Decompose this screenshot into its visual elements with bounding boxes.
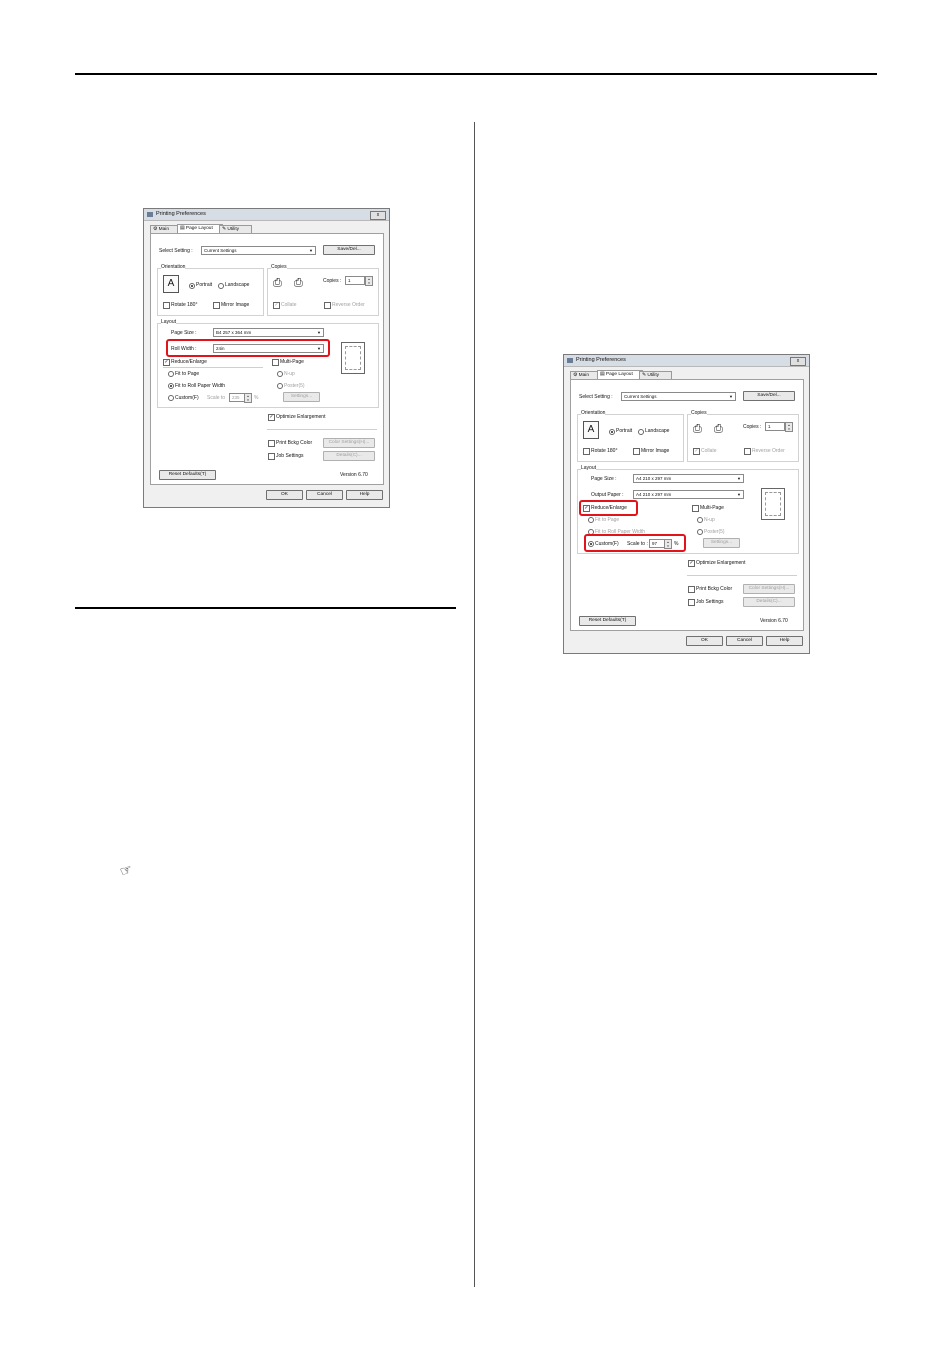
print-bkg-checkbox[interactable]: [688, 586, 695, 593]
optimize-enlargement-checkbox[interactable]: ✓: [689, 560, 694, 566]
section-rule: [75, 607, 456, 609]
fit-to-roll-radio[interactable]: [168, 383, 174, 389]
chevron-down-icon: ▼: [729, 394, 733, 399]
page-size-combo[interactable]: [213, 328, 324, 337]
landscape-radio[interactable]: [638, 429, 644, 435]
reduce-enlarge-checkbox[interactable]: ✓: [584, 505, 589, 511]
reset-defaults-button[interactable]: Reset Defaults(T): [579, 616, 636, 626]
save-del-button[interactable]: Save/Del...: [743, 391, 795, 401]
optimize-separator: [267, 429, 377, 430]
orientation-label: Orientation: [161, 264, 186, 270]
collate-label: Collate: [701, 448, 717, 454]
paper-preview-icon: [761, 488, 785, 520]
reset-defaults-button[interactable]: Reset Defaults(T): [159, 470, 216, 480]
custom-scale-highlight: [584, 534, 686, 552]
mirror-checkbox[interactable]: [213, 302, 220, 309]
portrait-radio[interactable]: [189, 283, 195, 289]
page-layout-panel: [150, 233, 384, 485]
select-setting-label: Select Setting :: [159, 248, 193, 254]
poster-radio[interactable]: [697, 529, 703, 535]
fit-to-page-radio[interactable]: [588, 517, 594, 523]
multi-page-checkbox[interactable]: [692, 505, 699, 512]
job-settings-label: Job Settings: [696, 599, 724, 605]
save-del-button[interactable]: Save/Del...: [323, 245, 375, 255]
settings-button[interactable]: Settings...: [283, 392, 320, 402]
pointing-hand-icon: ☞: [117, 860, 135, 880]
chevron-down-icon: ▼: [317, 330, 321, 335]
collate-printer-icon: ⎙: [693, 423, 702, 435]
fit-to-page-radio[interactable]: [168, 371, 174, 377]
tab-utility-label: Utility: [227, 227, 240, 232]
copies-spinner[interactable]: ▴ ▾: [785, 422, 793, 432]
poster-label: Poster(5): [284, 383, 305, 389]
tab-page-layout[interactable]: ▤ Page Layout: [597, 370, 643, 379]
scale-spinner[interactable]: ▴ ▾: [244, 393, 252, 403]
tab-main[interactable]: ⚙ Main: [150, 225, 181, 233]
tab-utility-label: Utility: [647, 373, 660, 378]
collate-printer-icon-2: ⎙: [294, 277, 303, 289]
tab-page-layout-label: Page Layout: [605, 372, 633, 377]
reverse-order-checkbox[interactable]: [744, 448, 751, 455]
printer-icon: [147, 212, 153, 217]
optimize-separator: [687, 575, 797, 576]
reduce-enlarge-checkbox[interactable]: ✓: [164, 359, 169, 365]
portrait-orientation-icon: A: [583, 421, 599, 439]
output-paper-combo[interactable]: [633, 490, 744, 499]
page-size-combo[interactable]: [633, 474, 744, 483]
fit-to-roll-label: Fit to Roll Paper Width: [175, 383, 226, 389]
paper-preview-icon: [341, 342, 365, 374]
scale-to-label: Scale to: [207, 395, 226, 401]
page-size-label: Page Size :: [591, 476, 617, 482]
collate-checkbox[interactable]: ✓: [694, 448, 699, 454]
help-button[interactable]: Help: [766, 636, 803, 646]
tab-page-layout[interactable]: ▤ Page Layout: [177, 224, 223, 233]
mirror-checkbox[interactable]: [633, 448, 640, 455]
chevron-down-icon: ▼: [317, 346, 321, 351]
nup-radio[interactable]: [277, 371, 283, 377]
copies-input[interactable]: 1: [345, 276, 365, 285]
copies-group-label: Copies: [271, 264, 287, 270]
job-settings-checkbox[interactable]: [688, 599, 695, 606]
collate-printer-icon: ⎙: [273, 277, 282, 289]
tab-main-label: Main: [578, 373, 590, 378]
rotate-label: Rotate 180°: [591, 448, 618, 454]
fit-to-page-label: Fit to Page: [175, 371, 200, 377]
print-bkg-label: Print Bckg Color: [276, 440, 313, 446]
ok-button[interactable]: OK: [686, 636, 723, 646]
close-button[interactable]: x: [370, 211, 386, 220]
select-setting-value: Current Settings: [204, 248, 237, 253]
nup-label: N-up: [704, 517, 715, 523]
reduce-enlarge-label: Reduce/Enlarge: [171, 359, 207, 365]
title-bar: [144, 209, 389, 221]
settings-button[interactable]: Settings...: [703, 538, 740, 548]
reverse-order-label: Reverse Order: [332, 302, 365, 308]
output-paper-label: Output Paper :: [591, 492, 624, 498]
version-label: Version 6.70: [340, 472, 368, 478]
landscape-radio[interactable]: [218, 283, 224, 289]
select-setting-value: Current Settings: [624, 394, 657, 399]
page-size-label: Page Size :: [171, 330, 197, 336]
layout-label: Layout: [161, 319, 177, 325]
job-settings-checkbox[interactable]: [268, 453, 275, 460]
rotate-checkbox[interactable]: [583, 448, 590, 455]
portrait-label: Portrait: [196, 282, 213, 288]
copies-spinner[interactable]: ▴ ▾: [365, 276, 373, 286]
rotate-checkbox[interactable]: [163, 302, 170, 309]
portrait-radio[interactable]: [609, 429, 615, 435]
tab-page-layout-label: Page Layout: [185, 226, 213, 231]
custom-label: Custom(F): [175, 395, 199, 401]
reduce-separator: [163, 367, 263, 368]
rotate-label: Rotate 180°: [171, 302, 198, 308]
collate-printer-icon-2: ⎙: [714, 423, 723, 435]
page-layout-panel: [570, 379, 804, 631]
select-setting-label: Select Setting :: [579, 394, 613, 400]
header-rule: [75, 73, 877, 75]
output-paper-value: A4 210 x 297 mm: [636, 492, 672, 497]
nup-label: N-up: [284, 371, 295, 377]
multi-page-label: Multi-Page: [280, 359, 304, 365]
roll-width-highlight: [166, 339, 330, 357]
printer-icon: [567, 358, 573, 363]
copies-label: Copies :: [323, 278, 342, 284]
tab-main-label: Main: [158, 227, 170, 232]
portrait-label: Portrait: [616, 428, 633, 434]
collate-checkbox[interactable]: ✓: [274, 302, 279, 308]
scale-spinner[interactable]: ▴ ▾: [664, 539, 672, 549]
mirror-label: Mirror Image: [641, 448, 670, 454]
scale-input[interactable]: 235: [229, 393, 245, 402]
scale-to-label: Scale to :: [627, 541, 648, 547]
mirror-label: Mirror Image: [221, 302, 250, 308]
copies-input[interactable]: 1: [765, 422, 785, 431]
multi-page-label: Multi-Page: [700, 505, 724, 511]
details-button[interactable]: Details(C)...: [323, 451, 375, 461]
color-settings-button[interactable]: Color Settings(H)...: [323, 438, 375, 448]
percent-label: %: [254, 395, 259, 401]
collate-label: Collate: [281, 302, 297, 308]
select-setting-combo[interactable]: [621, 392, 736, 401]
chevron-down-icon: ▼: [737, 476, 741, 481]
landscape-label: Landscape: [225, 282, 250, 288]
reverse-order-checkbox[interactable]: [324, 302, 331, 309]
ok-button[interactable]: OK: [266, 490, 303, 500]
multi-page-checkbox[interactable]: [272, 359, 279, 366]
roll-width-value: 24in: [216, 346, 225, 351]
percent-label: %: [674, 541, 679, 547]
job-settings-label: Job Settings: [276, 453, 304, 459]
reduce-enlarge-label: Reduce/Enlarge: [591, 505, 627, 511]
tab-utility[interactable]: ✎ Utility: [639, 371, 672, 379]
optimize-enlargement-label: Optimize Enlargement: [276, 414, 326, 420]
landscape-label: Landscape: [645, 428, 670, 434]
fit-to-page-label: Fit to Page: [595, 517, 620, 523]
copies-label: Copies :: [743, 424, 762, 430]
dialog-title: Printing Preferences: [576, 357, 626, 363]
printing-preferences-dialog-roll-width: [143, 208, 390, 508]
custom-label: Custom(F): [595, 541, 619, 547]
column-divider: [474, 122, 475, 1287]
reduce-enlarge-highlight: [579, 500, 638, 516]
close-button[interactable]: x: [790, 357, 806, 366]
scale-input[interactable]: 97: [649, 539, 665, 548]
dialog-title: Printing Preferences: [156, 211, 206, 217]
print-bkg-checkbox[interactable]: [268, 440, 275, 447]
optimize-enlargement-checkbox[interactable]: ✓: [269, 414, 274, 420]
layout-label: Layout: [581, 465, 597, 471]
details-button[interactable]: Details(C)...: [743, 597, 795, 607]
custom-radio[interactable]: [168, 395, 174, 401]
cancel-button[interactable]: Cancel: [306, 490, 343, 500]
copies-group-label: Copies: [691, 410, 707, 416]
select-setting-combo[interactable]: [201, 246, 316, 255]
title-bar: [564, 355, 809, 367]
poster-radio[interactable]: [277, 383, 283, 389]
tab-main[interactable]: ⚙ Main: [570, 371, 601, 379]
page-size-value: B4 257 x 364 mm: [216, 330, 252, 335]
chevron-down-icon: ▼: [309, 248, 313, 253]
nup-radio[interactable]: [697, 517, 703, 523]
page-size-value: A4 210 x 297 mm: [636, 476, 672, 481]
color-settings-button[interactable]: Color Settings(H)...: [743, 584, 795, 594]
roll-width-label: Roll Width :: [171, 346, 197, 352]
tab-utility[interactable]: ✎ Utility: [219, 225, 252, 233]
poster-label: Poster(5): [704, 529, 725, 535]
version-label: Version 6.70: [760, 618, 788, 624]
cancel-button[interactable]: Cancel: [726, 636, 763, 646]
help-button[interactable]: Help: [346, 490, 383, 500]
print-bkg-label: Print Bckg Color: [696, 586, 733, 592]
chevron-down-icon: ▼: [737, 492, 741, 497]
fit-to-roll-label: Fit to Roll Paper Width: [595, 529, 646, 535]
reverse-order-label: Reverse Order: [752, 448, 785, 454]
orientation-label: Orientation: [581, 410, 606, 416]
printing-preferences-dialog-custom-scale: [563, 354, 810, 654]
portrait-orientation-icon: A: [163, 275, 179, 293]
optimize-enlargement-label: Optimize Enlargement: [696, 560, 746, 566]
